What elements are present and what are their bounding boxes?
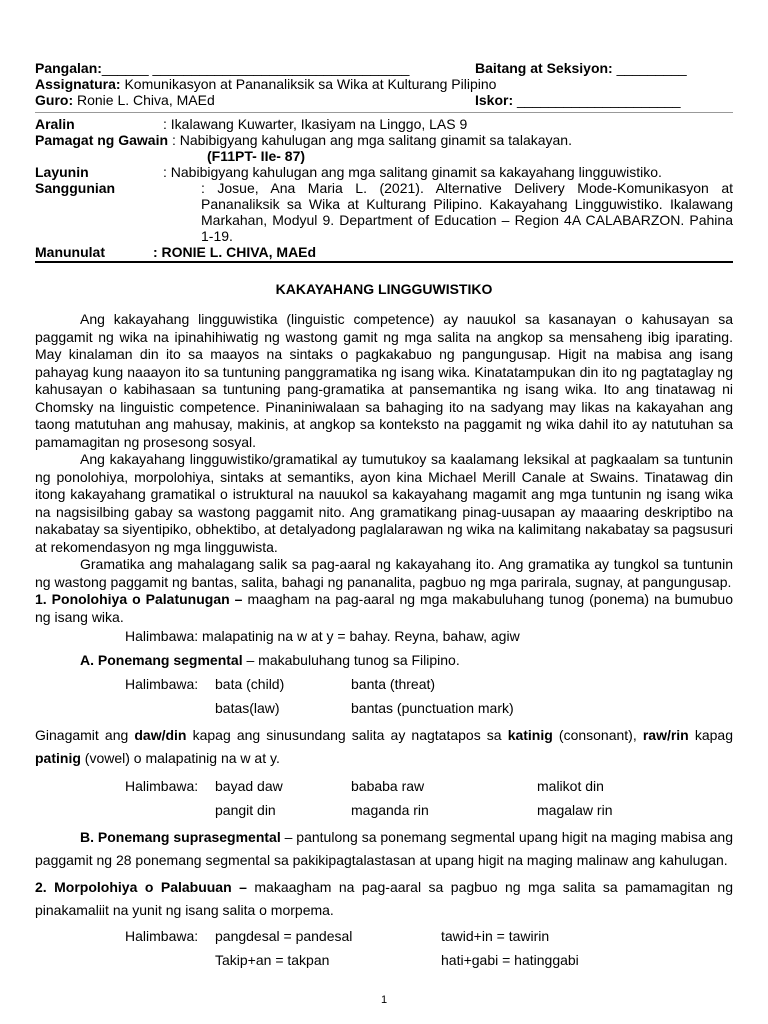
code-row: (F11PT- IIe- 87) — [207, 148, 306, 164]
example-row: Halimbawa: bata (child) banta (threat) — [125, 676, 436, 692]
pangalan-field[interactable]: Pangalan:______ _________________________________ — [35, 60, 410, 76]
paragraph-2: Ang kakayahang lingguwistiko/gramatikal ay tumutukoy sa kaalamang leksikal at pagkaalam sa tuntunin ng ponolohiya, morpolohiya, sintaks at semantiks, ayon kina Michael Merill Canale at Swains. Tinatawag din itong kakayahang gramatikal o istruktural na nauukol sa kakayahang magamit ang mga tuntunin ng isang wika na nagsisilbing gabay sa wastong paggamit nito. Ang gramatikang pinag-uusapan ay maaaring deskriptibo na nakabatay sa siyentipiko, obhektibo, at detalyadong paglalarawan ng wika na kalimitang nakabatay sa pagsusuri at rekomendasyon ng mga lingguwista. — [35, 451, 733, 555]
header-divider — [35, 112, 733, 113]
example-row: Halimbawa: pangdesal = pandesal tawid+in = tawirin — [125, 928, 550, 944]
paragraph-3: Gramatika ang mahalagang salik sa pag-aaral ng kakayahang ito. Ang gramatika ay tungkol sa tuntunin ng wastong paggamit ng bantas, salita, bahagi ng pananalita, pagbuo ng mga parirala, sugnay, at pangungusap. — [35, 556, 733, 590]
manunulat-row: Manunulat : RONIE L. CHIVA, MAEd — [35, 244, 317, 260]
example-row: Takip+an = takpan hati+gabi = hatinggabi — [215, 952, 579, 968]
header-row-3 — [35, 92, 733, 108]
dawdin-paragraph: Ginagamit ang daw/din kapag ang sinusundang salita ay nagtatapos sa katinig (consonant), raw/rin kapag patinig (vowel) o malapatinig na w at y. — [35, 727, 733, 766]
assignatura-row — [35, 76, 733, 92]
pamagat-row: Pamagat ng Gawain : Nabibigyang kahulugan ang mga salitang ginamit sa talakayan. — [35, 132, 572, 148]
segmental-examples — [35, 676, 733, 716]
example-row: pangit din maganda rin magalaw rin — [215, 802, 613, 818]
aralin-row: Aralin : Ikalawang Kuwarter, Ikasiyam na Linggo, LAS 9 — [35, 116, 468, 132]
page-title: KAKAYAHANG LINGGUWISTIKO — [275, 281, 493, 297]
assignatura-label: Assignatura: — [35, 76, 121, 92]
guro-field: Guro: Ronie L. Chiva, MAEd — [35, 92, 215, 108]
sanggunian-row: Sanggunian : Josue, Ana Maria L. (2021). Alternative Delivery Mode-Komunikasyon at Pananaliksik sa Wika at Kulturang Pilipino. Kakayahang Lingguwistiko. Ikalawang Markahan, Modyul 9. Department of Education – Region 4A CALABARZON. Pahina 1-19. — [35, 180, 733, 244]
ponolohiya-example: Halimbawa: malapatinig na w at y = bahay. Reyna, bahaw, agiw — [125, 628, 520, 644]
morpolohiya-examples — [35, 928, 733, 968]
header-row-1 — [35, 60, 733, 76]
example-row: Halimbawa: bayad daw bababa raw malikot din — [125, 778, 604, 794]
meta-divider — [35, 261, 733, 263]
section-morpolohiya: 2. Morpolohiya o Palabuuan – makaagham na pag-aaral sa pagbuo ng mga salita sa pamamagitan ng pinakamaliit na yunit ng isang salita o morpema. — [35, 879, 733, 918]
document-page — [35, 60, 733, 968]
layunin-row: Layunin : Nabibigyang kahulugan ang mga salitang ginamit sa kakayahang lingguwistiko. — [35, 164, 662, 180]
section-ponolohiya: 1. Ponolohiya o Palatunugan – maagham na pag-aaral ng mga makabuluhang tunog (ponema) na bumubuo ng isang wika. — [35, 591, 733, 625]
paragraph-1: Ang kakayahang lingguwistika (linguistic competence) ay nauukol sa kasanayan o kahusayan sa paggamit ng wika na ipinahihiwatig ng wastong gamit ng mga salita na angkop sa mensaheng ibig iparating. May kinalaman din ito sa maayos na sintaks o pagkakabuo ng pangungusap. Higit na mabisa ang isang pahayag kung naaayon ito sa tuntuning panggramatika ng isang wika. Kinatatampukan din ito ng pagtataglay ng kahusayan o kabihasaan sa tuntuning pang-gramatika at pansemantika ng isang wika. Ito ang tinatawag ni Chomsky na linguistic competence. Pinaniniwalaan sa bahaging ito na sadyang may likas na kakayahan ang taong matutuhan ang mahusay, makinis, at angkop sa konteksto na paggamit ng wika dahil ito ay natutuhan sa pamamagitan ng prosesong sosyal. — [35, 311, 733, 450]
section-suprasegmental: B. Ponemang suprasegmental – pantulong sa ponemang segmental upang higit na maging mabisa ang paggamit ng 28 ponemang segmental sa pakikipagtalastasan at upang higit na maging malinaw ang kahulugan. — [35, 829, 733, 868]
section-segmental: A. Ponemang segmental – makabuluhang tunog sa Filipino. — [80, 652, 460, 668]
baitang-field[interactable]: Baitang at Seksiyon: _________ — [475, 60, 687, 76]
page-number: 1 — [380, 994, 388, 1006]
dawdin-examples — [35, 778, 733, 818]
assignatura-value: Komunikasyon at Pananaliksik sa Wika at Kulturang Pilipino — [124, 76, 497, 92]
iskor-field[interactable]: Iskor: _____________________ — [475, 92, 681, 108]
example-row: batas(law) bantas (punctuation mark) — [215, 700, 514, 716]
